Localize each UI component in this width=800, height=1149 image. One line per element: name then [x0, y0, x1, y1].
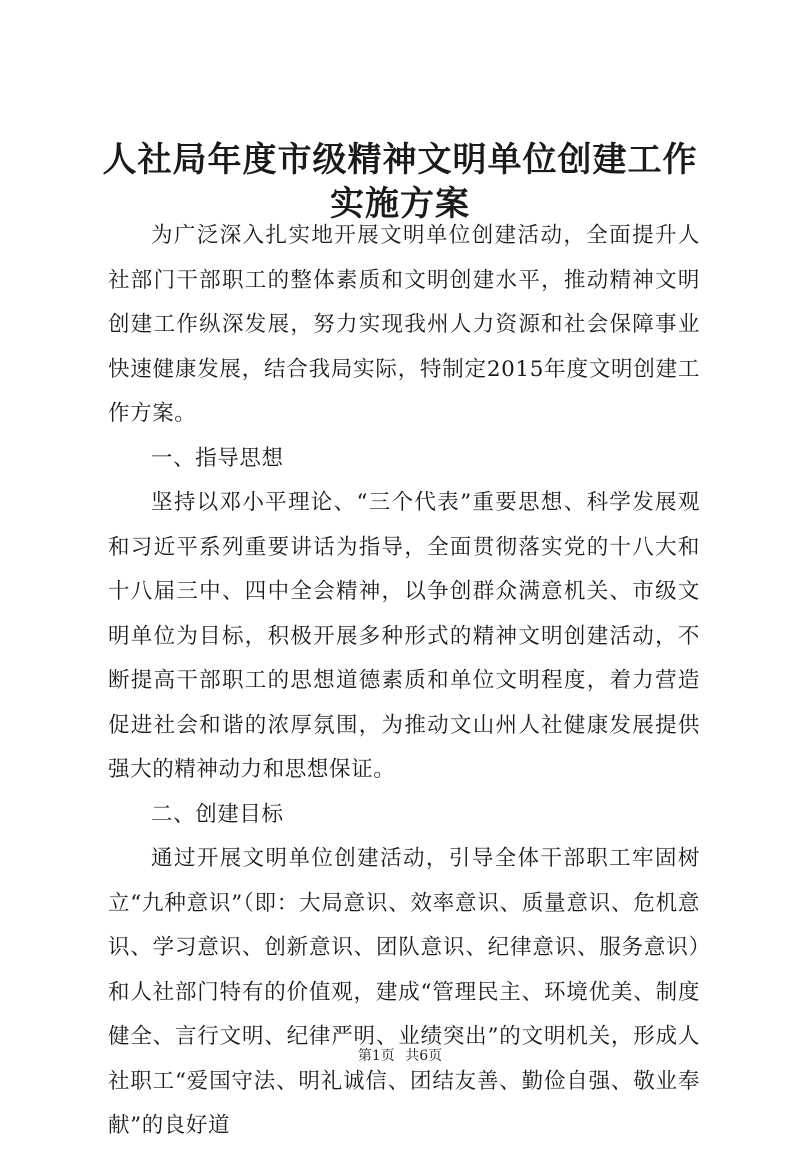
section-heading-goals: 二、创建目标	[151, 801, 284, 827]
document-body	[108, 214, 700, 1149]
guiding-ideology-paragraph: 坚持以邓小平理论、“三个代表”重要思想、科学发展观和习近平系列重要讲话为指导，全面贯彻落实党的十八大和十八届三中、四中全会精神，以争创群众满意机关、市级文明单位为目标，积极开展多种形式的精神文明创建活动，不断提高干部职工的思想道德素质和单位文明程度，着力营造促进社会和谐的浓厚氛围，为推动文山州人社健康发展提供强大的精神动力和思想保证。	[108, 490, 700, 782]
page-footer: 第1页 共6页	[357, 1048, 443, 1064]
section-heading-guiding-ideology: 一、指导思想	[151, 445, 284, 471]
intro-paragraph: 为广泛深入扎实地开展文明单位创建活动，全面提升人社部门干部职工的整体素质和文明创建水平，推动精神文明创建工作纵深发展，努力实现我州人力资源和社会保障事业快速健康发展，结合我局实际，特制定2015年度文明创建工作方案。	[108, 223, 700, 426]
goals-paragraph: 通过开展文明单位创建活动，引导全体干部职工牢固树立“九种意识”（即：大局意识、效率意识、质量意识、危机意识、学习意识、创新意识、团队意识、纪律意识、服务意识）和人社部门特有的价值观，建成“管理民主、环境优美、制度健全、言行文明、纪律严明、业绩突出”的文明机关，形成人社职工“爱国守法、明礼诚信、团结友善、勤俭自强、敬业奉献”的良好道	[108, 846, 700, 1138]
document-title: 人社局年度市级精神文明单位创建工作实施方案	[102, 140, 698, 224]
